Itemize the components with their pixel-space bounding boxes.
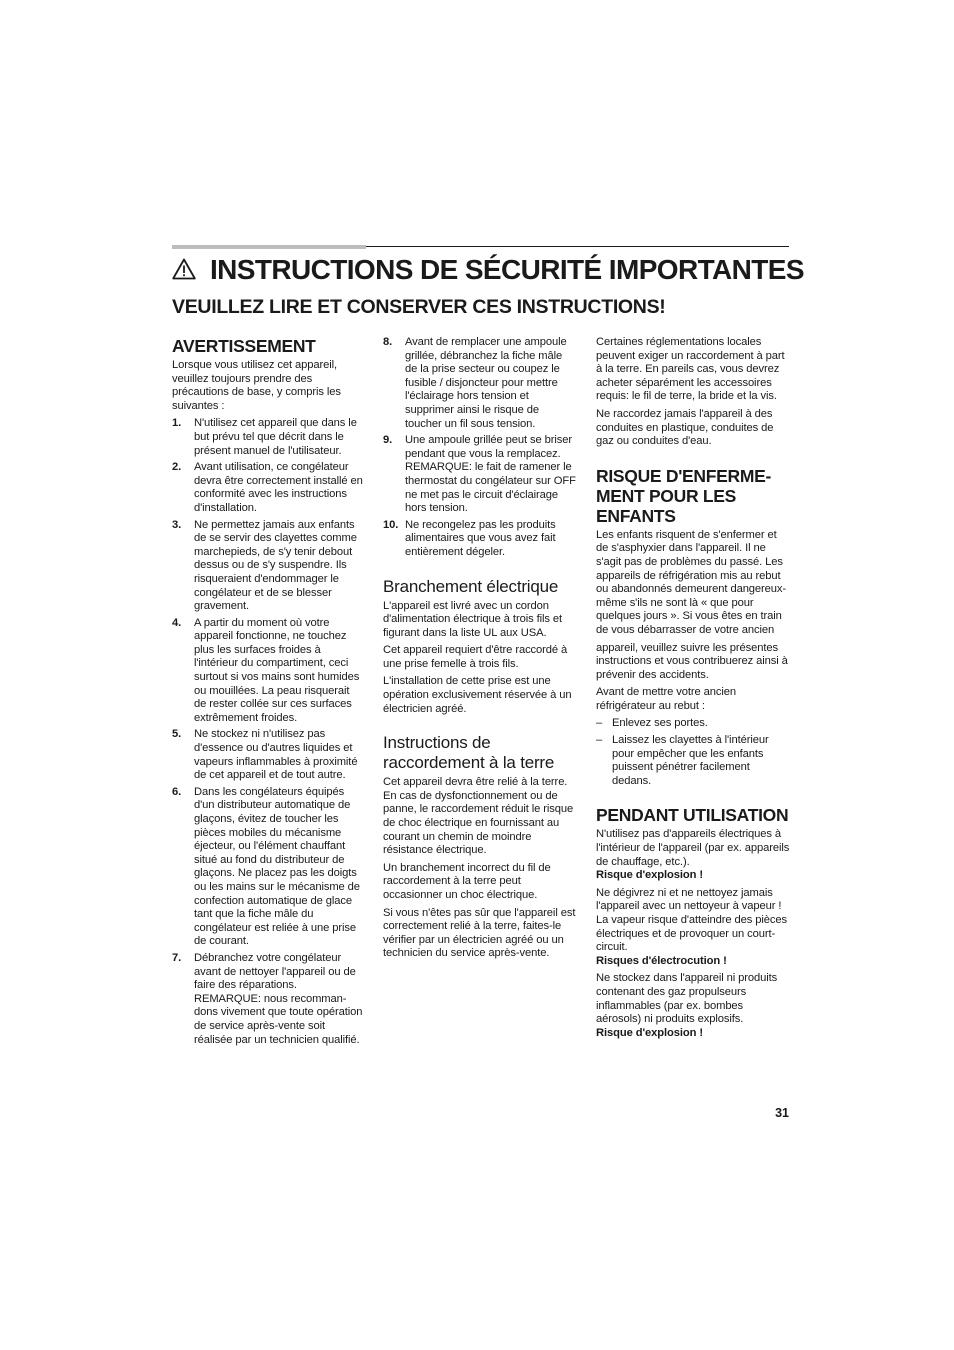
paragraph: L'appareil est livré avec un cordon d'alimentation électrique à trois fils et figurant dans la liste UL aux USA. [383, 599, 562, 639]
safety-list-part-2 [383, 336, 577, 560]
avertissement-intro: Lorsque vous utilisez cet appareil, veuillez toujours prendre des précautions de base, y compris les suivantes : [172, 359, 341, 412]
avertissement-heading: AVERTISSEMENT [172, 336, 316, 356]
list-item-text: Avant de remplacer une ampoule grillée, débranchez la fiche mâle de la prise secteur ou coupez le fusible / disjoncteur pour mettre l'éclairage hors tension et supprimer ainsi le risque de toucher un fil sous tension. [405, 336, 567, 430]
list-item [172, 417, 364, 458]
paragraph-text: Ne stockez dans l'appareil ni produits contenant des gaz propulseurs inflammables (par ex. bombes aérosols) ni produits explosifs. [596, 972, 778, 1026]
utilisation-heading: PENDANT UTILISATION [596, 805, 789, 826]
warning-label: Risque d'explosion ! [596, 1026, 703, 1039]
list-item [172, 728, 364, 782]
header-rule [366, 246, 789, 247]
list-number: 3. [172, 518, 182, 531]
list-item [172, 786, 364, 949]
warning-label: Risques d'électrocution ! [596, 954, 727, 967]
raccordement-heading: Instructions de raccordement à la terre [383, 733, 555, 773]
list-number: 6. [172, 785, 182, 798]
list-item-text: N'utilisez cet appareil que dans le but prévu tel que décrit dans le présent manuel de l'utilisateur. [194, 417, 357, 457]
list-number: 4. [172, 616, 182, 629]
paragraph: L'installation de cette prise est une opération exclusivement réservée à un électricien agréé. [383, 675, 572, 715]
list-item-text: Ne permettez jamais aux enfants de se servir des clayettes comme marchepieds, de s'y tenir debout dessus ou de s'y suspendre. Ils risqueraient d'endommager le congélateur et de se blesser gravement. [194, 518, 357, 613]
list-item-text: A partir du moment où votre appareil fonctionne, ne touchez plus les surfaces froides à l'intérieur du compartiment, ceci surtout si vos mains sont humides ou mouillées. La peau risquerait de rester collée sur ces surfaces extrêmement froides. [194, 616, 360, 724]
enfants-heading: RISQUE D'ENFERME-MENT POUR LES ENFANTS [596, 465, 772, 526]
column-2 [383, 336, 577, 965]
list-item-text: Ne recongelez pas les produits alimentaires que vous avez fait entièrement dégeler. [405, 518, 556, 558]
enfants-bullet-list [596, 717, 790, 788]
branchement-heading: Branchement électrique [383, 576, 559, 596]
utilisation-block [596, 887, 790, 969]
column-1 [172, 336, 364, 1050]
paragraph: Les enfants risquent de s'enfermer et de s'asphyxier dans l'appareil. Il ne s'agit pas de problèmes du passé. Les appareils de réfrigération mis au rebut ou abandonnés demeurent dangereux-même s'ils ne sont là « que pour quelques jours ». Si vous êtes en train de vous débarrasser de votre ancien [596, 528, 787, 636]
list-number: 9. [383, 434, 393, 447]
list-item [172, 461, 364, 515]
list-item-text: Ne stockez ni n'utilisez pas d'essence ou d'autres liquides et vapeurs inflammables à proximité de cet appareil et de tout autre. [194, 728, 358, 782]
page-number: 31 [775, 1106, 789, 1120]
warning-triangle-icon [172, 258, 196, 280]
list-item-text: Débranchez votre congélateur avant de nettoyer l'appareil ou de faire des réparations. REMARQUE: nous recomman-dons vivement que toute opération de service après-vente soit réalisée par un technicien qualifié. [194, 951, 363, 1046]
list-number: 5. [172, 728, 182, 741]
utilisation-block [596, 972, 790, 1040]
paragraph-text: Ne dégivrez ni et ne nettoyez jamais l'appareil avec un nettoyeur à vapeur ! La vapeur risque d'atteindre des pièces électriques et de provoquer un court-circuit. [596, 886, 788, 954]
list-item [172, 952, 364, 1047]
utilisation-block [596, 828, 790, 882]
page-subtitle: VEUILLEZ LIRE ET CONSERVER CES INSTRUCTIONS! [172, 296, 666, 318]
list-item-text: Dans les congélateurs équipés d'un distributeur automatique de glaçons, évitez de toucher les pièces mobiles du mécanisme éjecteur, ou l'élément chauffant situé au fond du distributeur de glaçons. Ne placez pas les doigts ou les mains sur le mécanisme de confection automatique de glace tant que la fiche mâle du congélateur est reliée à une prise de courant. [194, 785, 360, 948]
paragraph: Si vous n'êtes pas sûr que l'appareil est correctement relié à la terre, faites-le vérifier par un électricien agréé ou un technicien du service après-vente. [383, 906, 576, 960]
list-item: – Enlevez ses portes. [596, 717, 790, 731]
list-number: 10. [383, 518, 399, 531]
warning-label: Risque d'explosion ! [596, 869, 703, 882]
paragraph: Cet appareil devra être relié à la terre. En cas de dysfonctionnement ou de panne, le raccordement réduit le risque de choc électrique en fournissant au courant un chemin de moindre résistance électrique. [383, 776, 574, 857]
paragraph: Certaines réglementations locales peuvent exiger un raccordement à part à la terre. En pareils cas, vous devrez acheter séparément les accessoires requis: le fil de terre, la bride et la vis. [596, 336, 785, 403]
list-number: 2. [172, 461, 182, 474]
header-rule-grey [172, 245, 366, 249]
list-item [383, 434, 577, 516]
paragraph: Cet appareil requiert d'être raccordé à une prise femelle à trois fils. [383, 644, 568, 670]
paragraph: Ne raccordez jamais l'appareil à des conduites en plastique, conduites de gaz ou conduites d'eau. [596, 407, 774, 448]
list-number: 1. [172, 417, 182, 430]
list-number: 8. [383, 336, 393, 348]
list-item [383, 336, 577, 431]
list-item-text: Avant utilisation, ce congélateur devra être correctement installé en conformité avec les instructions d'installation. [194, 461, 363, 514]
paragraph: Un branchement incorrect du fil de raccordement à la terre peut occasionner un choc électrique. [383, 861, 551, 901]
list-number: 7. [172, 951, 182, 964]
list-item-text: Une ampoule grillée peut se briser pendant que vous la remplacez. REMARQUE: le fait de ramener le thermostat du congélateur sur OFF ne met pas le circuit d'éclairage hors tension. [405, 434, 576, 515]
safety-list-part-1 [172, 417, 364, 1047]
column-3 [596, 336, 790, 1044]
list-item [383, 519, 577, 560]
paragraph: Avant de mettre votre ancien réfrigérateur au rebut : [596, 686, 737, 712]
paragraph: appareil, veuillez suivre les présentes instructions et vous contribuerez ainsi à prévenir des accidents. [596, 641, 788, 681]
list-item [172, 617, 364, 726]
page-title [172, 252, 812, 288]
list-item: – Laissez les clayettes à l'intérieur pour empêcher que les enfants puissent pénétrer facilement dedans. [596, 734, 790, 788]
paragraph-text: N'utilisez pas d'appareils électriques à l'intérieur de l'appareil (par ex. appareils de chauffage, etc.). [596, 828, 790, 868]
page-title-text: INSTRUCTIONS DE SÉCURITÉ IMPORTANTES [210, 254, 804, 285]
list-item [172, 519, 364, 614]
